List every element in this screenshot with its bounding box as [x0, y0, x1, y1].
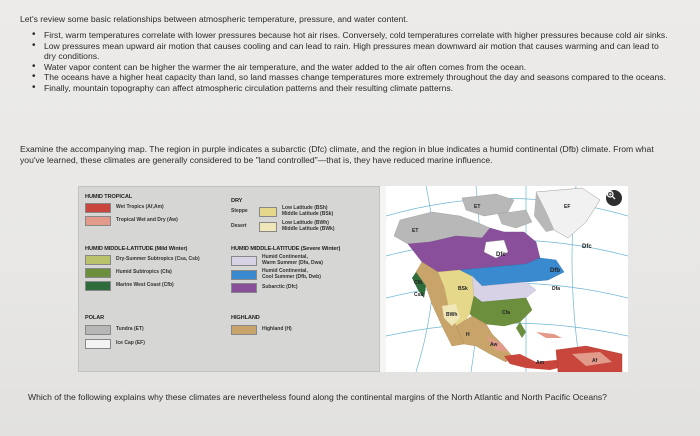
climate-legend — [78, 186, 380, 372]
legend-item — [231, 221, 335, 232]
magnifier-icon — [606, 190, 616, 200]
legend-item — [85, 281, 174, 291]
legend-item — [231, 255, 323, 266]
map-label: Am — [536, 360, 545, 366]
caribbean-islands — [536, 332, 562, 338]
legend-swatch — [85, 339, 111, 349]
legend-title-humid-mid-mild: HUMID MIDDLE-LATITUDE (Mild Winter) — [85, 246, 188, 252]
legend-swatch — [259, 207, 277, 217]
examine-text: Examine the accompanying map. The region in purple indicates a subarctic (Dfc) climate, and the region in blue indicates a humid continental (Dfb) climate. From what you've learned, these climates are generally considered to be "land controlled"—that is, they have reduced marine influence. — [20, 144, 654, 165]
bullet-item: • Finally, mountain topography can affect atmospheric circulation patterns and their resulting climate patterns. — [30, 83, 670, 94]
map-label: Dfb — [550, 268, 560, 274]
map-label: Dfc — [582, 244, 592, 250]
legend-swatch — [85, 203, 111, 213]
climate-figure — [78, 186, 628, 372]
legend-title-humid-mid-severe: HUMID MIDDLE-LATITUDE (Severe Winter) — [231, 246, 341, 252]
legend-swatch — [85, 325, 111, 335]
legend-label: Tropical Wet and Dry (Aw) — [116, 217, 178, 224]
question-text: Which of the following explains why these climates are nevertheless found along the continental margins of the North Atlantic and North Pacific Oceans? — [28, 392, 607, 402]
legend-swatch — [85, 255, 111, 265]
map-label: ET — [474, 204, 481, 210]
legend-title-dry: DRY — [231, 198, 243, 204]
legend-short: Desert — [231, 222, 247, 229]
north-america-map-svg — [386, 186, 628, 372]
legend-title-polar: POLAR — [85, 315, 105, 321]
legend-label: Highland (H) — [262, 326, 292, 333]
zoom-in-icon[interactable] — [606, 190, 622, 206]
legend-item — [231, 206, 333, 217]
legend-item — [85, 268, 172, 278]
map-label: BSk — [458, 286, 468, 292]
legend-item — [85, 325, 144, 335]
map-label: Cfb — [414, 280, 423, 286]
legend-item — [231, 283, 298, 293]
legend-title-highland: HIGHLAND — [231, 315, 260, 321]
legend-swatch — [85, 281, 111, 291]
legend-swatch — [85, 216, 111, 226]
climate-map — [386, 186, 628, 372]
map-label: BWh — [446, 312, 458, 318]
legend-label: Marine West Coast (Cfb) — [116, 282, 174, 289]
map-label: ET — [412, 228, 419, 234]
legend-label: Wet Tropics (Af,Am) — [116, 204, 164, 211]
bullet-list — [30, 30, 670, 94]
legend-swatch — [231, 325, 257, 335]
legend-swatch — [231, 270, 257, 280]
legend-title-humid-tropical: HUMID TROPICAL — [85, 194, 133, 200]
bullet-item: • The oceans have a higher heat capacity than land, so land masses change temperatures more extremely throughout the day and seasons compared to the oceans. — [30, 72, 670, 83]
map-label: Cfa — [502, 310, 511, 316]
legend-label: Tundra (ET) — [116, 326, 144, 333]
bullet-item: • Low pressures mean upward air motion that causes cooling and can lead to rain. High pressures mean downward air motion that causes warming and can lead to dry conditions. — [30, 41, 670, 62]
bullet-item: • First, warm temperatures correlate with lower pressures because hot air rises. Conversely, cold temperatures correlate with higher pressures because cold air sinks. — [30, 30, 670, 41]
florida — [516, 322, 526, 338]
map-label: Dfc — [496, 252, 506, 258]
map-label: H — [466, 332, 470, 338]
map-label: Af — [592, 358, 598, 364]
legend-label: Ice Cap (EF) — [116, 340, 145, 347]
legend-item — [85, 339, 145, 349]
map-label: Dfa — [552, 286, 561, 292]
legend-item — [85, 216, 178, 226]
legend-item — [85, 203, 164, 213]
legend-swatch — [259, 222, 277, 232]
legend-short: Steppe — [231, 207, 248, 214]
map-label: EF — [564, 204, 571, 210]
intro-text: Let's review some basic relationships between atmospheric temperature, pressure, and water content. — [20, 14, 409, 24]
legend-label: Humid Subtropics (Cfa) — [116, 269, 172, 276]
legend-item — [231, 269, 321, 280]
map-label: Csb — [414, 292, 424, 298]
map-label: Aw — [490, 342, 498, 348]
legend-swatch — [231, 256, 257, 266]
legend-item — [231, 325, 292, 335]
legend-swatch — [85, 268, 111, 278]
legend-label: Low Latitude (BWh) Middle Latitude (BWk) — [282, 220, 335, 232]
legend-label: Humid Continental, Warm Summer (Dfa, Dwa) — [262, 254, 323, 266]
legend-swatch — [231, 283, 257, 293]
legend-label: Dry-Summer Subtropics (Csa, Csb) — [116, 256, 200, 263]
legend-label: Humid Continental, Cool Summer (Dfb, Dwb) — [262, 268, 321, 280]
legend-label: Subarctic (Dfc) — [262, 284, 298, 291]
bullet-item: • Water vapor content can be higher the warmer the air temperature, and the water added to the air often comes from the ocean. — [30, 62, 670, 73]
legend-label: Low Latitude (BSh) Middle Latitude (BSk) — [282, 205, 334, 217]
legend-item — [85, 255, 200, 265]
